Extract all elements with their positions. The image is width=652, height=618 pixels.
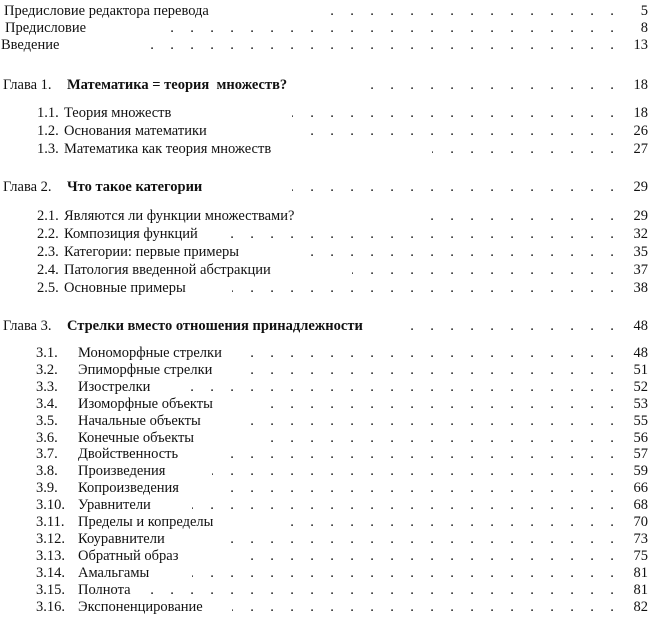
- page-number: 81: [633, 565, 648, 581]
- page-number: 8: [640, 20, 648, 36]
- section-entry[interactable]: [0, 463, 652, 480]
- chapter-title: Стрелки вместо отношения принадлежности: [67, 318, 363, 334]
- page-number: 18: [633, 77, 648, 93]
- page-number: 27: [633, 141, 648, 157]
- page-number: 35: [633, 244, 648, 260]
- section-number: 2.5.: [37, 280, 59, 296]
- dot-leader: .....................: [210, 497, 614, 513]
- dot-leader: ..........: [430, 208, 614, 224]
- section-entry[interactable]: [0, 379, 652, 396]
- page-number: 55: [633, 413, 648, 429]
- section-entry[interactable]: [0, 345, 652, 362]
- page-number: 29: [633, 179, 648, 195]
- section-number: 3.5.: [36, 413, 58, 429]
- page-number: 68: [633, 497, 648, 513]
- section-number: 3.8.: [36, 463, 58, 479]
- chapter-entry[interactable]: [0, 318, 652, 335]
- section-entry[interactable]: [0, 599, 652, 616]
- chapter-entry[interactable]: [0, 179, 652, 196]
- chapter-title: Что такое категории: [67, 179, 203, 195]
- chapter-title: Математика = теория множеств?: [67, 77, 288, 93]
- section-title: Изоморфные объекты: [78, 396, 213, 412]
- page-number: 59: [633, 463, 648, 479]
- dot-leader: ...............: [330, 3, 614, 19]
- page-number: 37: [633, 262, 648, 278]
- dot-leader: ....................: [230, 463, 614, 479]
- section-number: 2.2.: [37, 226, 59, 242]
- section-title: Копроизведения: [78, 480, 179, 496]
- section-title: Патология введенной абстракции: [64, 262, 271, 278]
- page-number: 51: [633, 362, 648, 378]
- section-entry[interactable]: [0, 480, 652, 497]
- section-number: 3.11.: [36, 514, 65, 530]
- dot-leader: .............: [370, 262, 614, 278]
- section-number: 2.4.: [37, 262, 59, 278]
- dot-leader: ...................: [250, 413, 614, 429]
- page-number: 5: [640, 3, 648, 19]
- section-entry[interactable]: [0, 497, 652, 514]
- section-entry[interactable]: [0, 396, 652, 413]
- section-title: Амальгамы: [78, 565, 150, 581]
- dot-leader: ................: [310, 105, 614, 121]
- chapter-prefix: Глава 3.: [3, 318, 52, 334]
- dot-leader: .....................: [210, 565, 614, 581]
- dot-leader: .......................: [170, 20, 614, 36]
- entry-title: Предисловие: [5, 20, 87, 36]
- page-number: 75: [633, 548, 648, 564]
- section-entry[interactable]: [0, 105, 652, 122]
- section-title: Двойственность: [78, 446, 179, 462]
- section-number: 3.14.: [36, 565, 65, 581]
- page-number: 48: [633, 318, 648, 334]
- dot-leader: ....................: [230, 480, 614, 496]
- dot-leader: ...........: [410, 318, 614, 334]
- section-title: Конечные объекты: [78, 430, 195, 446]
- dot-leader: ................: [310, 123, 614, 139]
- section-number: 1.1.: [37, 105, 59, 121]
- dot-leader: ....................: [230, 446, 614, 462]
- page-number: 29: [633, 208, 648, 224]
- entry-title: Предисловие редактора перевода: [4, 3, 209, 19]
- dot-leader: .............: [370, 77, 614, 93]
- section-number: 3.2.: [36, 362, 58, 378]
- page-number: 70: [633, 514, 648, 530]
- dot-leader: ......................: [190, 379, 614, 395]
- section-title: Категории: первые примеры: [64, 244, 240, 260]
- dot-leader: ...................: [250, 280, 614, 296]
- section-entry[interactable]: [0, 123, 652, 140]
- section-title: Основания математики: [64, 123, 207, 139]
- dot-leader: ..................: [270, 396, 614, 412]
- chapter-entry[interactable]: [0, 77, 652, 94]
- section-number: 3.3.: [36, 379, 58, 395]
- dot-leader: ..................: [270, 430, 614, 446]
- dot-leader: ....................: [230, 226, 614, 242]
- dot-leader: ...................: [250, 345, 614, 361]
- dot-leader: .................: [290, 514, 614, 530]
- page-number: 26: [633, 123, 648, 139]
- section-entry[interactable]: [0, 413, 652, 430]
- section-title: Математика как теория множеств: [64, 141, 272, 157]
- chapter-prefix: Глава 2.: [3, 179, 52, 195]
- section-number: 1.3.: [37, 141, 59, 157]
- page-number: 18: [633, 105, 648, 121]
- section-number: 3.10.: [36, 497, 65, 513]
- section-title: Изострелки: [78, 379, 151, 395]
- section-number: 3.4.: [36, 396, 58, 412]
- section-title: Начальные объекты: [78, 413, 201, 429]
- section-entry[interactable]: [0, 262, 652, 279]
- section-entry[interactable]: [0, 514, 652, 531]
- section-entry[interactable]: [0, 582, 652, 599]
- dot-leader: ........................: [150, 37, 614, 53]
- dot-leader: ........................: [150, 582, 614, 598]
- dot-leader: ...................: [250, 599, 614, 615]
- section-number: 3.13.: [36, 548, 65, 564]
- page-number: 82: [633, 599, 648, 615]
- page-number: 81: [633, 582, 648, 598]
- page-number: 57: [633, 446, 648, 462]
- front-matter-entry[interactable]: [0, 3, 652, 20]
- section-number: 2.3.: [37, 244, 59, 260]
- section-entry[interactable]: [0, 446, 652, 463]
- dot-leader: .........: [450, 141, 614, 157]
- page-number: 53: [633, 396, 648, 412]
- section-title: Произведения: [78, 463, 166, 479]
- page-number: 52: [633, 379, 648, 395]
- section-entry[interactable]: [0, 226, 652, 243]
- section-entry[interactable]: [0, 531, 652, 548]
- section-title: Полнота: [78, 582, 131, 598]
- section-entry[interactable]: [0, 208, 652, 225]
- dot-leader: ....................: [230, 531, 614, 547]
- section-entry[interactable]: [0, 280, 652, 297]
- section-number: 3.15.: [36, 582, 65, 598]
- section-title: Являются ли функции множествами?: [64, 208, 295, 224]
- section-title: Композиция функций: [64, 226, 198, 242]
- dot-leader: ...................: [250, 548, 614, 564]
- section-entry[interactable]: [0, 430, 652, 447]
- section-number: 2.1.: [37, 208, 59, 224]
- page-number: 48: [633, 345, 648, 361]
- dot-leader: ................: [310, 179, 614, 195]
- dot-leader: ................: [310, 244, 614, 260]
- section-number: 3.6.: [36, 430, 58, 446]
- front-matter-entry[interactable]: [0, 20, 652, 37]
- front-matter-entry[interactable]: [0, 37, 652, 54]
- section-title: Эпиморфные стрелки: [78, 362, 213, 378]
- section-title: Коуравнители: [78, 531, 165, 547]
- section-entry[interactable]: [0, 548, 652, 565]
- entry-title: Введение: [1, 37, 60, 53]
- page-number: 73: [633, 531, 648, 547]
- page-number: 32: [633, 226, 648, 242]
- page-number: 66: [633, 480, 648, 496]
- section-number: 3.16.: [36, 599, 65, 615]
- section-title: Мономорфные стрелки: [78, 345, 222, 361]
- section-entry[interactable]: [0, 565, 652, 582]
- section-title: Экспоненцирование: [78, 599, 203, 615]
- chapter-prefix: Глава 1.: [3, 77, 52, 93]
- section-entry[interactable]: [0, 362, 652, 379]
- section-title: Основные примеры: [64, 280, 186, 296]
- page-number: 13: [633, 37, 648, 53]
- section-number: 3.1.: [36, 345, 58, 361]
- section-number: 3.12.: [36, 531, 65, 547]
- section-title: Обратный образ: [78, 548, 179, 564]
- section-title: Уравнители: [78, 497, 151, 513]
- section-number: 3.7.: [36, 446, 58, 462]
- section-entry[interactable]: [0, 244, 652, 261]
- section-title: Пределы и копределы: [78, 514, 214, 530]
- page-number: 56: [633, 430, 648, 446]
- section-title: Теория множеств: [64, 105, 172, 121]
- section-number: 1.2.: [37, 123, 59, 139]
- page-number: 38: [633, 280, 648, 296]
- dot-leader: ...................: [250, 362, 614, 378]
- section-number: 3.9.: [36, 480, 58, 496]
- section-entry[interactable]: [0, 141, 652, 158]
